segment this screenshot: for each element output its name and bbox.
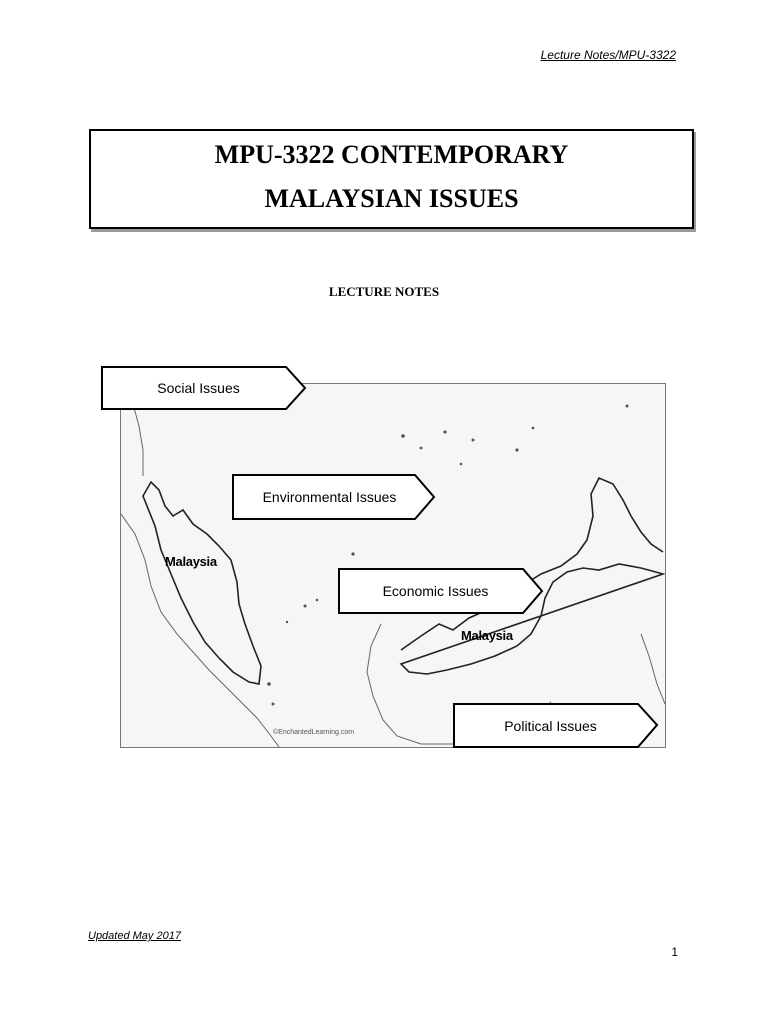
sumatra-coastline (121, 514, 279, 747)
scattered-islands (267, 405, 628, 706)
callout-environmental-label: Environmental Issues (262, 489, 397, 505)
document-subtitle: LECTURE NOTES (328, 284, 440, 299)
page-number: 1 (671, 945, 678, 959)
footer-updated-date: Updated May 2017 (88, 930, 181, 942)
header-reference: Lecture Notes/MPU-3322 (540, 48, 676, 62)
document-title-line-1: MPU-3322 CONTEMPORARY (214, 140, 569, 169)
callout-social-label: Social Issues (157, 380, 240, 396)
map-label-peninsular: Malaysia (165, 554, 217, 569)
callout-political-label: Political Issues (504, 717, 597, 734)
document-title-line-2: MALAYSIAN ISSUES (264, 184, 519, 213)
callout-economic-label: Economic Issues (382, 583, 489, 599)
map-credit: ©EnchantedLearning.com (273, 729, 355, 736)
callout-economic-issues (338, 568, 544, 614)
sulawesi-coastline (641, 634, 665, 704)
callout-environmental-issues (232, 474, 436, 520)
map-label-borneo: Malaysia (461, 628, 513, 643)
callout-political-issues (453, 703, 659, 748)
callout-social-issues (101, 366, 307, 410)
malaysia-map (120, 383, 666, 748)
title-box (89, 129, 694, 229)
